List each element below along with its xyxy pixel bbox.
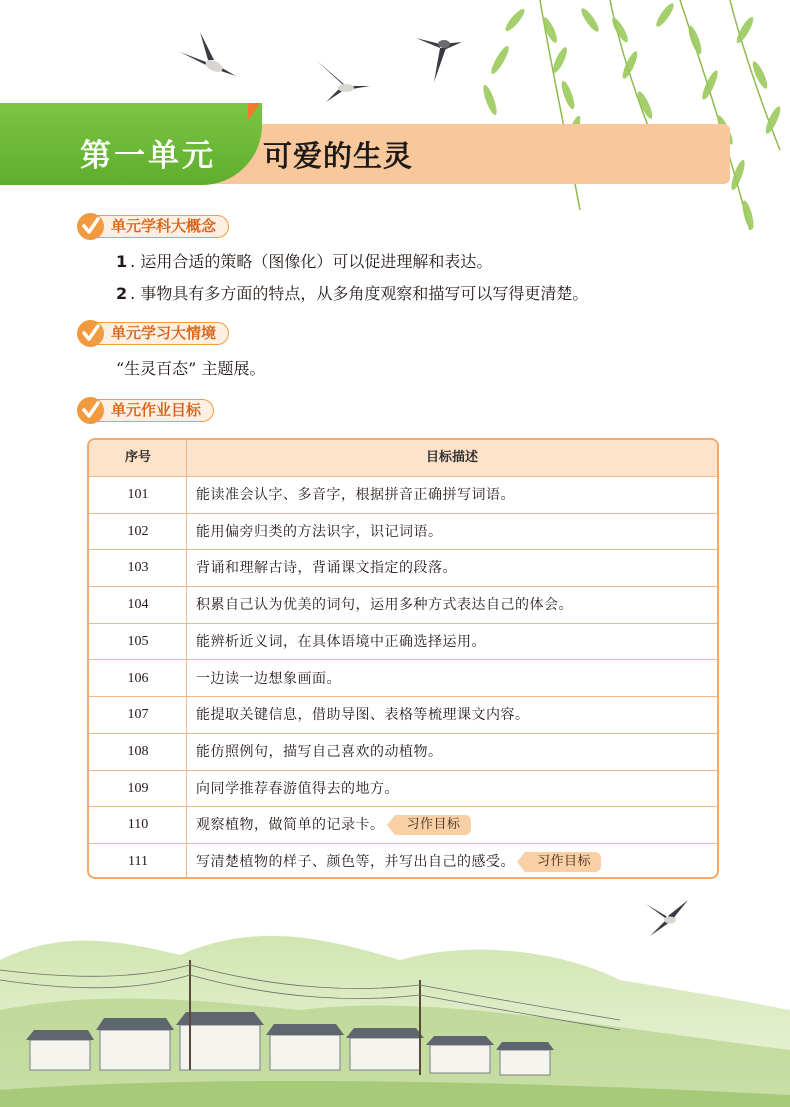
goal-id: 107 — [127, 707, 149, 723]
goal-id: 105 — [127, 633, 149, 649]
goal-id: 109 — [127, 780, 149, 796]
goal-description: 能辨析近义词，在具体语境中正确选择运用。 — [196, 633, 486, 650]
goals-table — [87, 438, 719, 879]
concept-line-number: 1 — [116, 252, 128, 271]
table-row — [89, 514, 717, 551]
check-badge-icon — [77, 320, 104, 347]
goal-id: 108 — [127, 743, 149, 759]
writing-goal-tag: 习作目标 — [395, 815, 471, 835]
unit-number: 第一单元 — [80, 138, 216, 174]
goal-description: 积累自己认为优美的词句，运用多种方式表达自己的体会。 — [196, 597, 573, 614]
goal-id: 106 — [127, 670, 149, 686]
check-badge-icon — [77, 397, 104, 424]
writing-goal-tag: 习作目标 — [525, 852, 601, 872]
goal-description-cell — [196, 807, 471, 843]
table-row — [89, 807, 717, 844]
goal-description: 能读准会认字、多音字，根据拼音正确拼写词语。 — [196, 487, 515, 503]
column-divider — [186, 440, 187, 877]
goal-id: 103 — [127, 560, 149, 576]
situation-text: “生灵百态” 主题展。 — [116, 359, 266, 378]
goal-id: 101 — [127, 487, 149, 502]
concept-line-text: . 事物具有多方面的特点，从多角度观察和描写可以写得更清楚。 — [130, 284, 589, 303]
column-header-id: 序号 — [124, 450, 151, 465]
goal-description-cell — [196, 697, 530, 733]
section-heading-label: 单元学习大情境 — [97, 322, 229, 345]
table-row — [89, 624, 717, 661]
goal-description: 背诵和理解古诗，背诵课文指定的段落。 — [196, 560, 457, 577]
table-row — [89, 844, 717, 879]
table-row — [89, 477, 717, 514]
table-row — [89, 734, 717, 771]
column-header-description: 目标描述 — [425, 450, 478, 465]
check-badge-icon — [77, 213, 104, 240]
goal-description-cell — [196, 771, 399, 807]
goal-description-cell — [196, 661, 341, 697]
concept-line-number: 2 — [116, 284, 128, 303]
goal-description: 能提取关键信息，借助导图、表格等梳理课文内容。 — [196, 707, 530, 724]
unit-title: 可爱的生灵 — [263, 139, 414, 173]
section-heading-label: 单元学科大概念 — [97, 215, 229, 238]
table-row — [89, 587, 717, 624]
concept-line-2 — [116, 281, 588, 304]
goal-description: 能用偏旁归类的方法识字，识记词语。 — [196, 523, 443, 540]
goal-id: 111 — [128, 854, 148, 869]
swallow-bird-icon — [178, 30, 240, 88]
goal-description: 一边读一边想象画面。 — [196, 670, 341, 687]
goal-description-cell — [196, 477, 515, 513]
goal-description-cell — [196, 550, 457, 586]
concept-line-text: . 运用合适的策略（图像化）可以促进理解和表达。 — [130, 252, 493, 271]
village-landscape-illustration — [0, 900, 790, 1107]
goal-id: 110 — [127, 817, 149, 833]
swallow-bird-icon — [414, 30, 464, 84]
table-row — [89, 697, 717, 734]
goal-description: 写清楚植物的样子、颜色等，并写出自己的感受。 — [196, 854, 515, 870]
goal-description-cell — [196, 624, 486, 660]
section-heading-label: 单元作业目标 — [97, 399, 214, 422]
table-row — [89, 661, 717, 698]
goal-description: 向同学推荐春游值得去的地方。 — [196, 780, 399, 797]
goal-description-cell — [196, 514, 443, 550]
table-row — [89, 550, 717, 587]
table-row — [89, 771, 717, 808]
goal-id: 102 — [127, 523, 149, 539]
willow-branch-illustration — [470, 0, 790, 240]
banner-flag-corner — [248, 103, 260, 121]
goal-id: 104 — [127, 597, 149, 613]
swallow-bird-icon — [312, 58, 374, 104]
goal-description: 能仿照例句，描写自己喜欢的动植物。 — [196, 743, 443, 760]
goal-description: 观察植物，做简单的记录卡。 — [196, 817, 385, 834]
goal-description-cell — [196, 734, 443, 770]
goal-description-cell — [196, 587, 573, 623]
goal-description-cell — [196, 844, 601, 879]
concept-line-1 — [116, 249, 492, 272]
table-header — [89, 440, 717, 477]
